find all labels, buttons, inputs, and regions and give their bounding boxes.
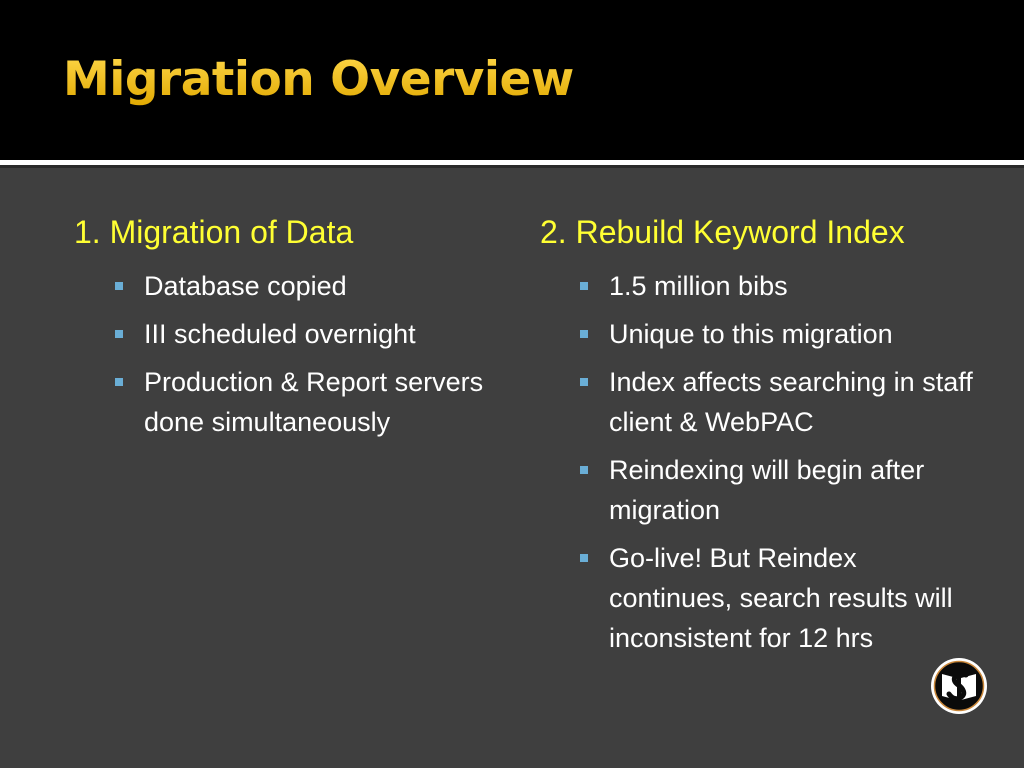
right-column (540, 212, 980, 666)
bullet-text: Reindexing will begin after migration (609, 455, 925, 525)
bullet-text: 1.5 million bibs (609, 271, 788, 301)
list-item (540, 266, 980, 306)
list-item (540, 362, 980, 442)
bullet-text: Production & Report servers done simultaneously (144, 367, 484, 437)
left-column (74, 212, 494, 450)
square-bullet-icon (115, 282, 123, 290)
list-item (74, 266, 494, 306)
list-item (540, 314, 980, 354)
left-column-heading: 1. Migration of Data (74, 214, 354, 250)
slide-title: Migration Overview (63, 52, 574, 107)
left-bullet-list (74, 266, 494, 442)
list-item (74, 314, 494, 354)
square-bullet-icon (580, 378, 588, 386)
bullet-text: Go-live! But Reindex continues, search results will inconsistent for 12 hrs (609, 543, 953, 653)
bullet-text: Index affects searching in staff client & WebPAC (609, 367, 973, 437)
list-item (540, 450, 980, 530)
bullet-text: III scheduled overnight (144, 319, 416, 349)
square-bullet-icon (580, 282, 588, 290)
square-bullet-icon (115, 330, 123, 338)
right-column-heading: 2. Rebuild Keyword Index (540, 214, 905, 250)
title-divider-shadow (0, 165, 1024, 168)
right-bullet-list (540, 266, 980, 658)
title-bar (0, 0, 1024, 160)
library-book-logo-svg (930, 657, 988, 715)
list-item (540, 538, 980, 658)
square-bullet-icon (115, 378, 123, 386)
bullet-text: Database copied (144, 271, 347, 301)
square-bullet-icon (580, 330, 588, 338)
library-book-logo-icon (930, 657, 988, 715)
bullet-text: Unique to this migration (609, 319, 893, 349)
square-bullet-icon (580, 466, 588, 474)
square-bullet-icon (580, 554, 588, 562)
list-item (74, 362, 494, 442)
